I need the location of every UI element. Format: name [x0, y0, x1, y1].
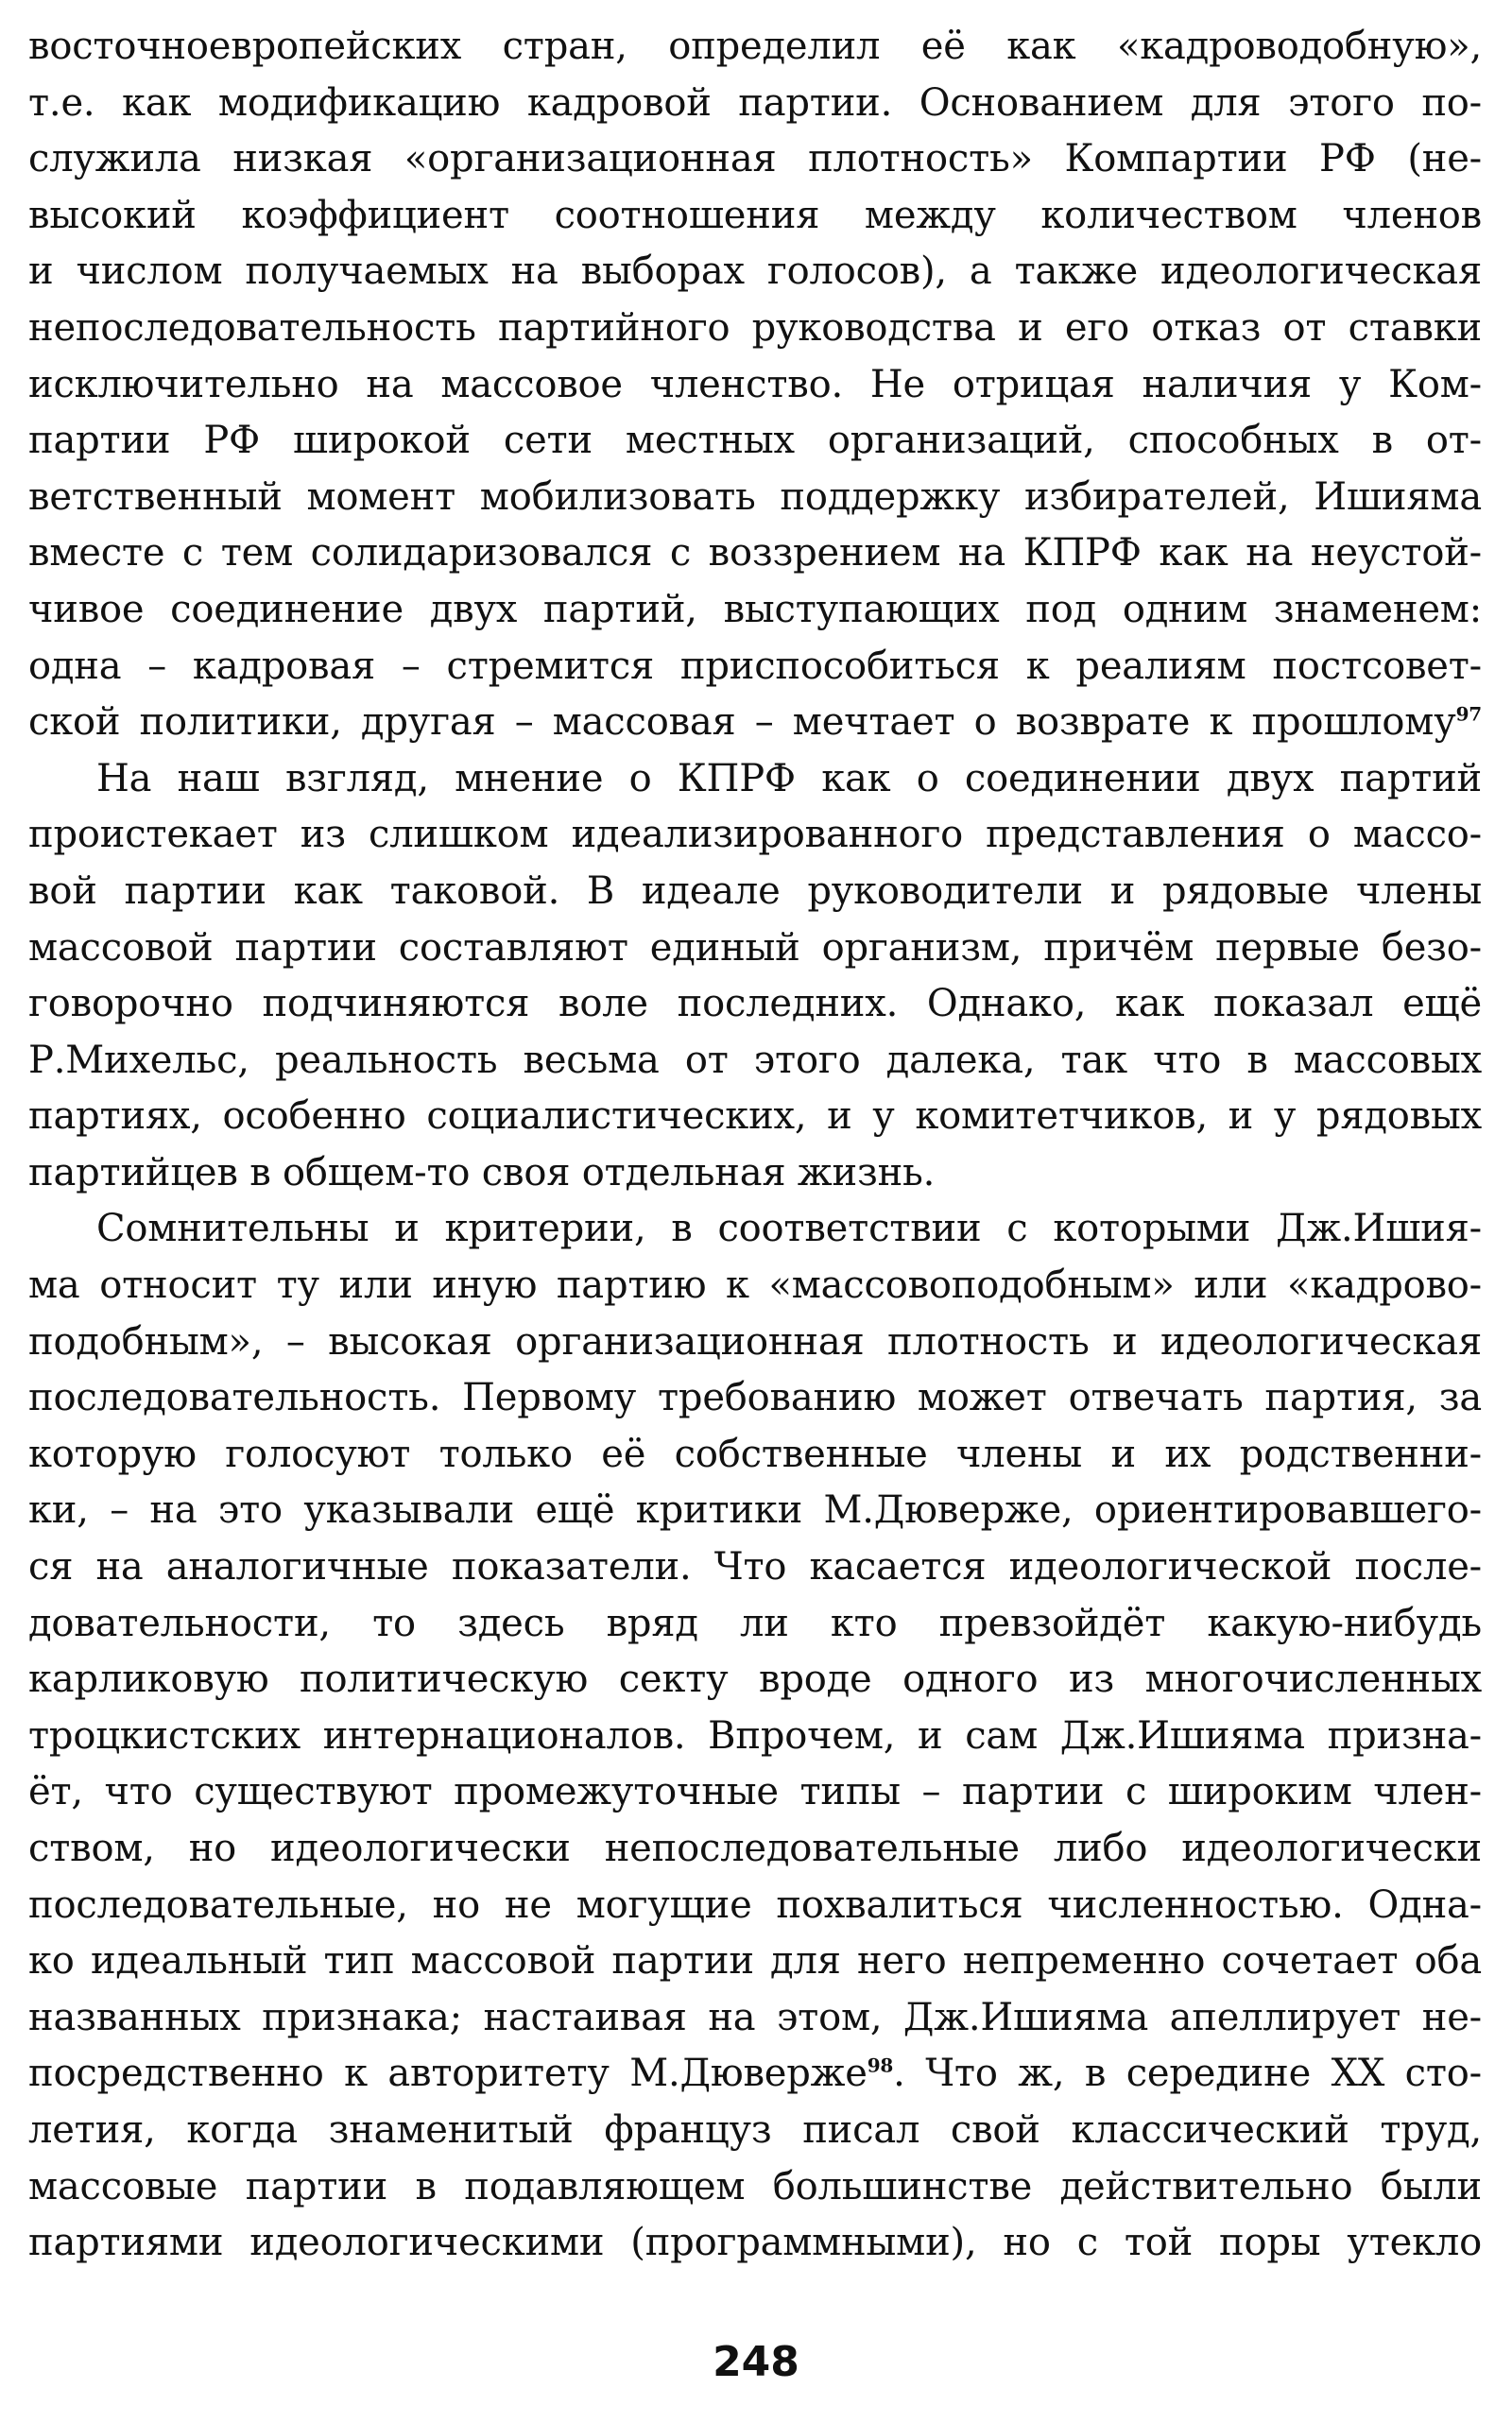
text-span: ской политики, другая – массовая – мечтает о возврате к прошлому	[28, 700, 1456, 745]
text-line: партийцев в общем-то своя отдельная жизнь.	[28, 1150, 936, 1194]
text-line: партии РФ широкой сети местных организаций, способных в от-	[28, 419, 1482, 463]
text-line: ёт, что существуют промежуточные типы – партии с широким член-	[28, 1770, 1482, 1814]
text-line: служила низкая «организационная плотность» Компартии РФ (не-	[28, 137, 1482, 181]
text-line: ся на аналогичные показатели. Что касается идеологической после-	[28, 1545, 1482, 1590]
page-body	[28, 19, 1482, 2272]
footnote-ref-98[interactable]: 98	[867, 2054, 894, 2078]
text-line	[28, 2046, 1482, 2103]
text-line: высокий коэффициент соотношения между количеством членов	[28, 193, 1482, 237]
text-line: партиях, особенно социалистических, и у комитетчиков, и у рядовых	[28, 1094, 1482, 1139]
text-span: . Что ж, в середине XX сто-	[893, 2052, 1482, 2096]
text-line: массовые партии в подавляющем большинстве действительно были	[28, 2164, 1482, 2208]
text-line: ки, – на это указывали ещё критики М.Дюверже, ориентировавшего-	[28, 1488, 1482, 1533]
text-line: троцкистских интернационалов. Впрочем, и сам Дж.Ишияма призна-	[28, 1713, 1482, 1758]
text-line: непоследовательность партийного руководства и его отказ от ставки	[28, 305, 1482, 350]
text-line: которую голосуют только её собственные члены и их родственни-	[28, 1432, 1482, 1476]
text-line: подобным», – высокая организационная плотность и идеологическая	[28, 1319, 1482, 1364]
text-line: массовой партии составляют единый организм, причём первые безо-	[28, 925, 1482, 970]
text-line: ко идеальный тип массовой партии для него непременно сочетает оба	[28, 1939, 1482, 1984]
text-line: чивое соединение двух партий, выступающих под одним знаменем:	[28, 587, 1482, 631]
text-line: последовательные, но не могущие похвалиться численностью. Одна-	[28, 1882, 1482, 1927]
text-line: летия, когда знаменитый француз писал свой классический труд,	[28, 2107, 1482, 2152]
text-line: говорочно подчиняются воле последних. Однако, как показал ещё	[28, 982, 1482, 1026]
text-line: Сомнительны и критерии, в соответствии с которыми Дж.Ишия-	[96, 1207, 1482, 1251]
text-line	[28, 695, 1482, 751]
text-line: ма относит ту или иную партию к «массовоподобным» или «кадрово-	[28, 1263, 1482, 1308]
text-line: проистекает из слишком идеализированного представления о массо-	[28, 813, 1482, 857]
page-number: 248	[713, 2338, 799, 2386]
text-line: исключительно на массовое членство. Не отрицая наличия у Ком-	[28, 362, 1482, 406]
text-span: посредственно к авторитету М.Дюверже	[28, 2052, 868, 2096]
text-line: довательности, то здесь вряд ли кто превзойдёт какую-нибудь	[28, 1601, 1482, 1645]
text-line: партиями идеологическими (программными), но с той поры утекло	[28, 2221, 1482, 2265]
text-line: Р.Михельс, реальность весьма от этого далека, так что в массовых	[28, 1038, 1482, 1082]
text-line: ством, но идеологически непоследовательные либо идеологически	[28, 1827, 1482, 1870]
text-line: вместе с тем солидаризовался с воззрением на КПРФ как на неустой-	[28, 531, 1482, 576]
text-line: названных признака; настаивая на этом, Дж.Ишияма апеллирует не-	[28, 1995, 1482, 2039]
text-line: и числом получаемых на выборах голосов), а также идеологическая	[28, 249, 1482, 294]
text-line: карликовую политическую секту вроде одного из многочисленных	[28, 1658, 1482, 1702]
text-line: вой партии как таковой. В идеале руководители и рядовые члены	[28, 868, 1482, 913]
footnote-ref-97[interactable]: 97	[1455, 702, 1482, 726]
text-line: последовательность. Первому требованию может отвечать партия, за	[28, 1376, 1482, 1420]
text-line: ветственный момент мобилизовать поддержку избирателей, Ишияма	[28, 474, 1482, 519]
text-line: На наш взгляд, мнение о КПРФ как о соединении двух партий	[96, 756, 1482, 800]
text-line: одна – кадровая – стремится приспособиться к реалиям постсовет-	[28, 644, 1482, 688]
text-line: т.е. как модификацию кадровой партии. Основанием для этого по-	[28, 80, 1482, 125]
text-line: восточноевропейских стран, определил её как «кадроводобную»,	[28, 25, 1482, 68]
